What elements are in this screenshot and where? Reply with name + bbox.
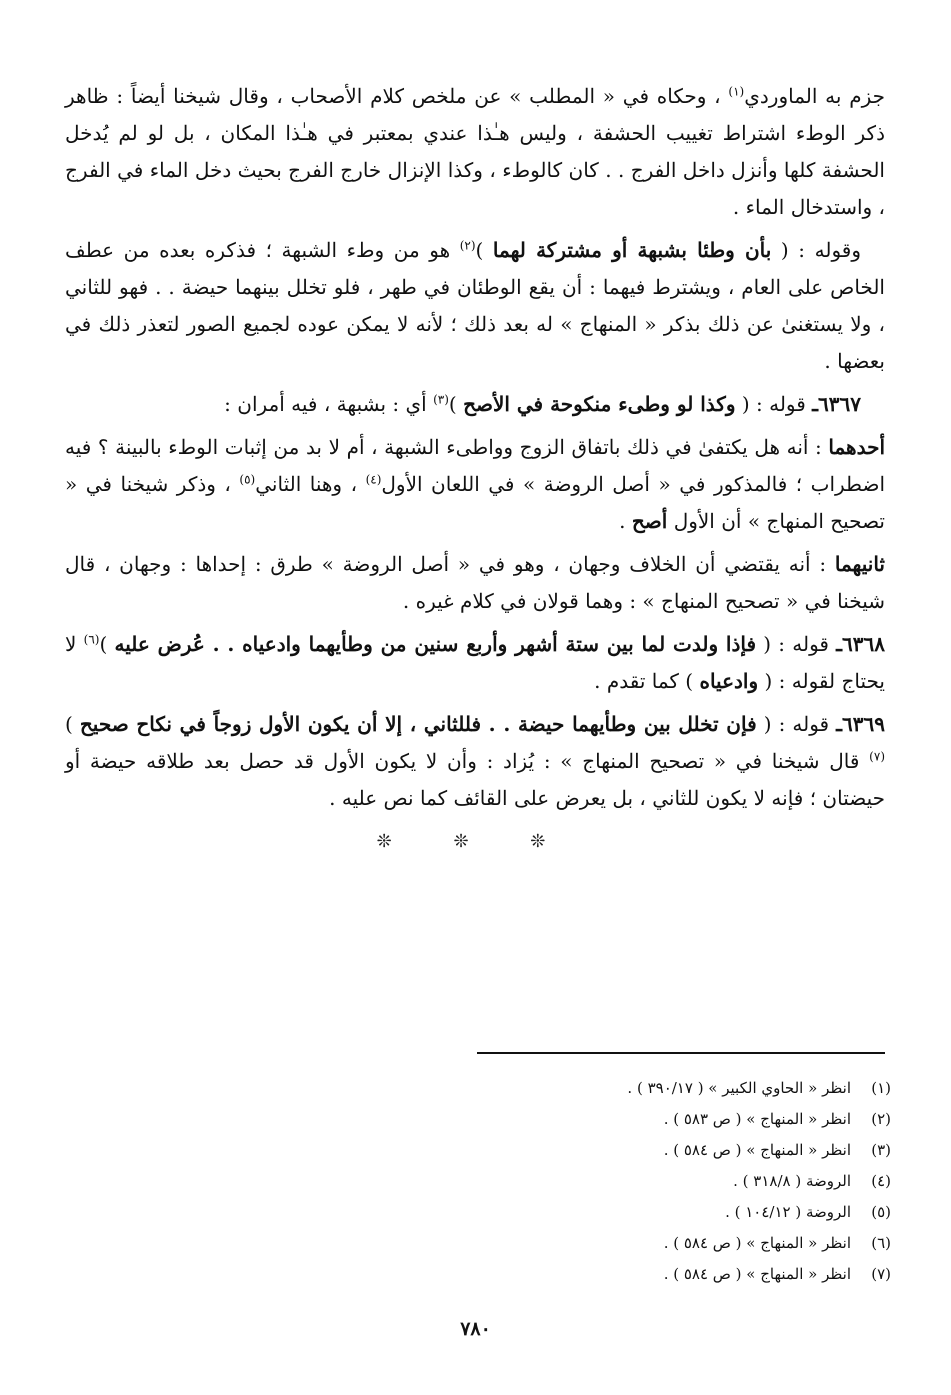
footnote-divider (477, 1052, 885, 1054)
footnote-number: (٢) (871, 1110, 891, 1128)
footnote-text: انظر « المنهاج » ( ص ٥٨٤ ) . (663, 1265, 851, 1283)
paragraph (65, 386, 885, 423)
footnote-number: (٣) (871, 1141, 891, 1159)
footnote-marker: (٤) (365, 472, 382, 487)
footnote-number: (٤) (871, 1172, 891, 1190)
text-run: قوله : ( (756, 632, 837, 656)
bold-quote: فإن تخلل بين وطأيهما حيضة . . فللثاني ، إلا أن يكون الأول زوجاً في نكاح صحيح (79, 712, 757, 736)
footnote-marker: (٢) (459, 238, 476, 253)
footnote-marker: (٦) (83, 632, 100, 647)
footnote-item (391, 1259, 891, 1290)
text-run: جزم به الماوردي (744, 84, 886, 108)
text-run: ) كما تقدم . (594, 669, 700, 693)
text-run: قوله : ( (735, 392, 813, 416)
footnote-marker: (١) (728, 84, 745, 99)
footnotes (391, 1073, 891, 1290)
section-separator: ❊ ❊ ❊ (376, 831, 574, 852)
footnote-marker: (٥) (239, 472, 256, 487)
footnote-item (391, 1135, 891, 1166)
bold-quote: وكذا لو وطىء منكوحة في الأصح (463, 392, 736, 416)
footnote-item (391, 1166, 891, 1197)
bold-quote: ٦٣٦٨ـ (836, 632, 885, 656)
footnote-number: (٧) (871, 1265, 891, 1283)
bold-quote: ٦٣٦٧ـ (812, 392, 861, 416)
bold-quote: ثانيهما (834, 552, 885, 576)
bold-quote: وادعياه (699, 669, 759, 693)
paragraph (65, 78, 885, 226)
text-run: هو من وطء الشبهة ؛ فذكره بعده من عطف الخاص على العام ، ويشترط فيهما : أن يقع الوطئان في طهر ، فلو تخلل بينهما حيضة . . فهو للثاني ، ولا يستغنىٰ عن ذلك بذكر « المنهاج » له بعد ذلك ؛ لأنه لا يمكن عوده لجميع الصور لتعذر ذلك في بعضها . (65, 238, 885, 373)
text-run: ) (65, 712, 80, 736)
footnote-item (391, 1197, 891, 1228)
footnote-item (391, 1228, 891, 1259)
paragraph (65, 546, 885, 620)
footnote-marker: (٧) (869, 749, 885, 764)
footnote-item (391, 1104, 891, 1135)
paragraph (65, 232, 885, 380)
paragraph (65, 706, 885, 817)
bold-quote: ٦٣٦٩ـ (836, 712, 885, 736)
footnote-text: انظر « المنهاج » ( ص ٥٨٤ ) . (663, 1141, 851, 1159)
footnote-text: الروضة ( ١٠٤/١٢ ) . (725, 1203, 851, 1221)
footnote-text: انظر « المنهاج » ( ص ٥٨٣ ) . (663, 1110, 851, 1128)
footnote-text: انظر « الحاوي الكبير » ( ٣٩٠/١٧ ) . (627, 1079, 851, 1097)
footnote-number: (٥) (871, 1203, 891, 1221)
footnote-marker: (٣) (433, 392, 449, 407)
text-run: ) (99, 632, 115, 656)
footnote-item (391, 1073, 891, 1104)
bold-quote: أحدهما (828, 435, 885, 459)
text-run: ، وحكاه في « المطلب » عن ملخص كلام الأصحاب ، وقال شيخنا أيضاً : ظاهر ذكر الوطء اشتراط تغييب الحشفة ، وليس هـٰذا عندي بمعتبر في هـٰذا المكان ، بل لو لم يُدخل الحشفة كلها وأنزل داخل الفرج . . كان كالوطء ، وكذا الإنزال خارج الفرج بحيث دخل الماء في الفرج ، واستدخال الماء . (65, 84, 885, 219)
text-run: لا يحتاج لقوله : ( (65, 632, 885, 693)
bold-quote: بأن وطئا بشبهة أو مشتركة لهما (492, 238, 772, 262)
text-run: قال شيخنا في « تصحيح المنهاج » : يُزاد : وأن لا يكون الأول قد حصل بعد طلاقه حيضة أو حيضتان ؛ فإنه لا يكون للثاني ، بل يعرض على القائف كما نص عليه . (65, 749, 885, 810)
text-run: ) (475, 238, 493, 262)
text-run: ، وذكر شيخنا في « تصحيح المنهاج » أن الأول (65, 472, 885, 533)
text-run: ، وهنا الثاني (255, 472, 366, 496)
footnote-text: انظر « المنهاج » ( ص ٥٨٤ ) . (663, 1234, 851, 1252)
footnote-number: (١) (871, 1079, 891, 1097)
bold-quote: فإذا ولدت لما بين ستة أشهر وأربع سنين من وطأيهما وادعياه . . عُرض عليه (114, 632, 757, 656)
text-run: أي : بشبهة ، فيه أمران : (224, 392, 434, 416)
text-run: : أنه هل يكتفىٰ في ذلك باتفاق الزوج وواطىء الشبهة ، أم لا بد من إثبات الوطء بالبينة ؟ فيه اضطراب ؛ فالمذكور في « أصل الروضة » في اللعان الأول (65, 435, 885, 496)
text-run: قوله : ( (756, 712, 837, 736)
text-run: . (619, 509, 632, 533)
page-number: ٧٨٠ (460, 1318, 491, 1340)
bold-quote: أصح (631, 509, 668, 533)
text-run: : أنه يقتضي أن الخلاف وجهان ، وهو في « أصل الروضة » طرق : إحداها : وجهان ، قال شيخنا في « تصحيح المنهاج » : وهما قولان في كلام غيره . (65, 552, 885, 613)
paragraph (65, 429, 885, 540)
main-text (65, 78, 885, 852)
footnote-number: (٦) (871, 1234, 891, 1252)
paragraphs (65, 78, 885, 817)
footnote-text: الروضة ( ٣١٨/٨ ) . (733, 1172, 851, 1190)
text-run: وقوله : ( (771, 238, 861, 262)
paragraph (65, 626, 885, 700)
text-run: ) (448, 392, 464, 416)
